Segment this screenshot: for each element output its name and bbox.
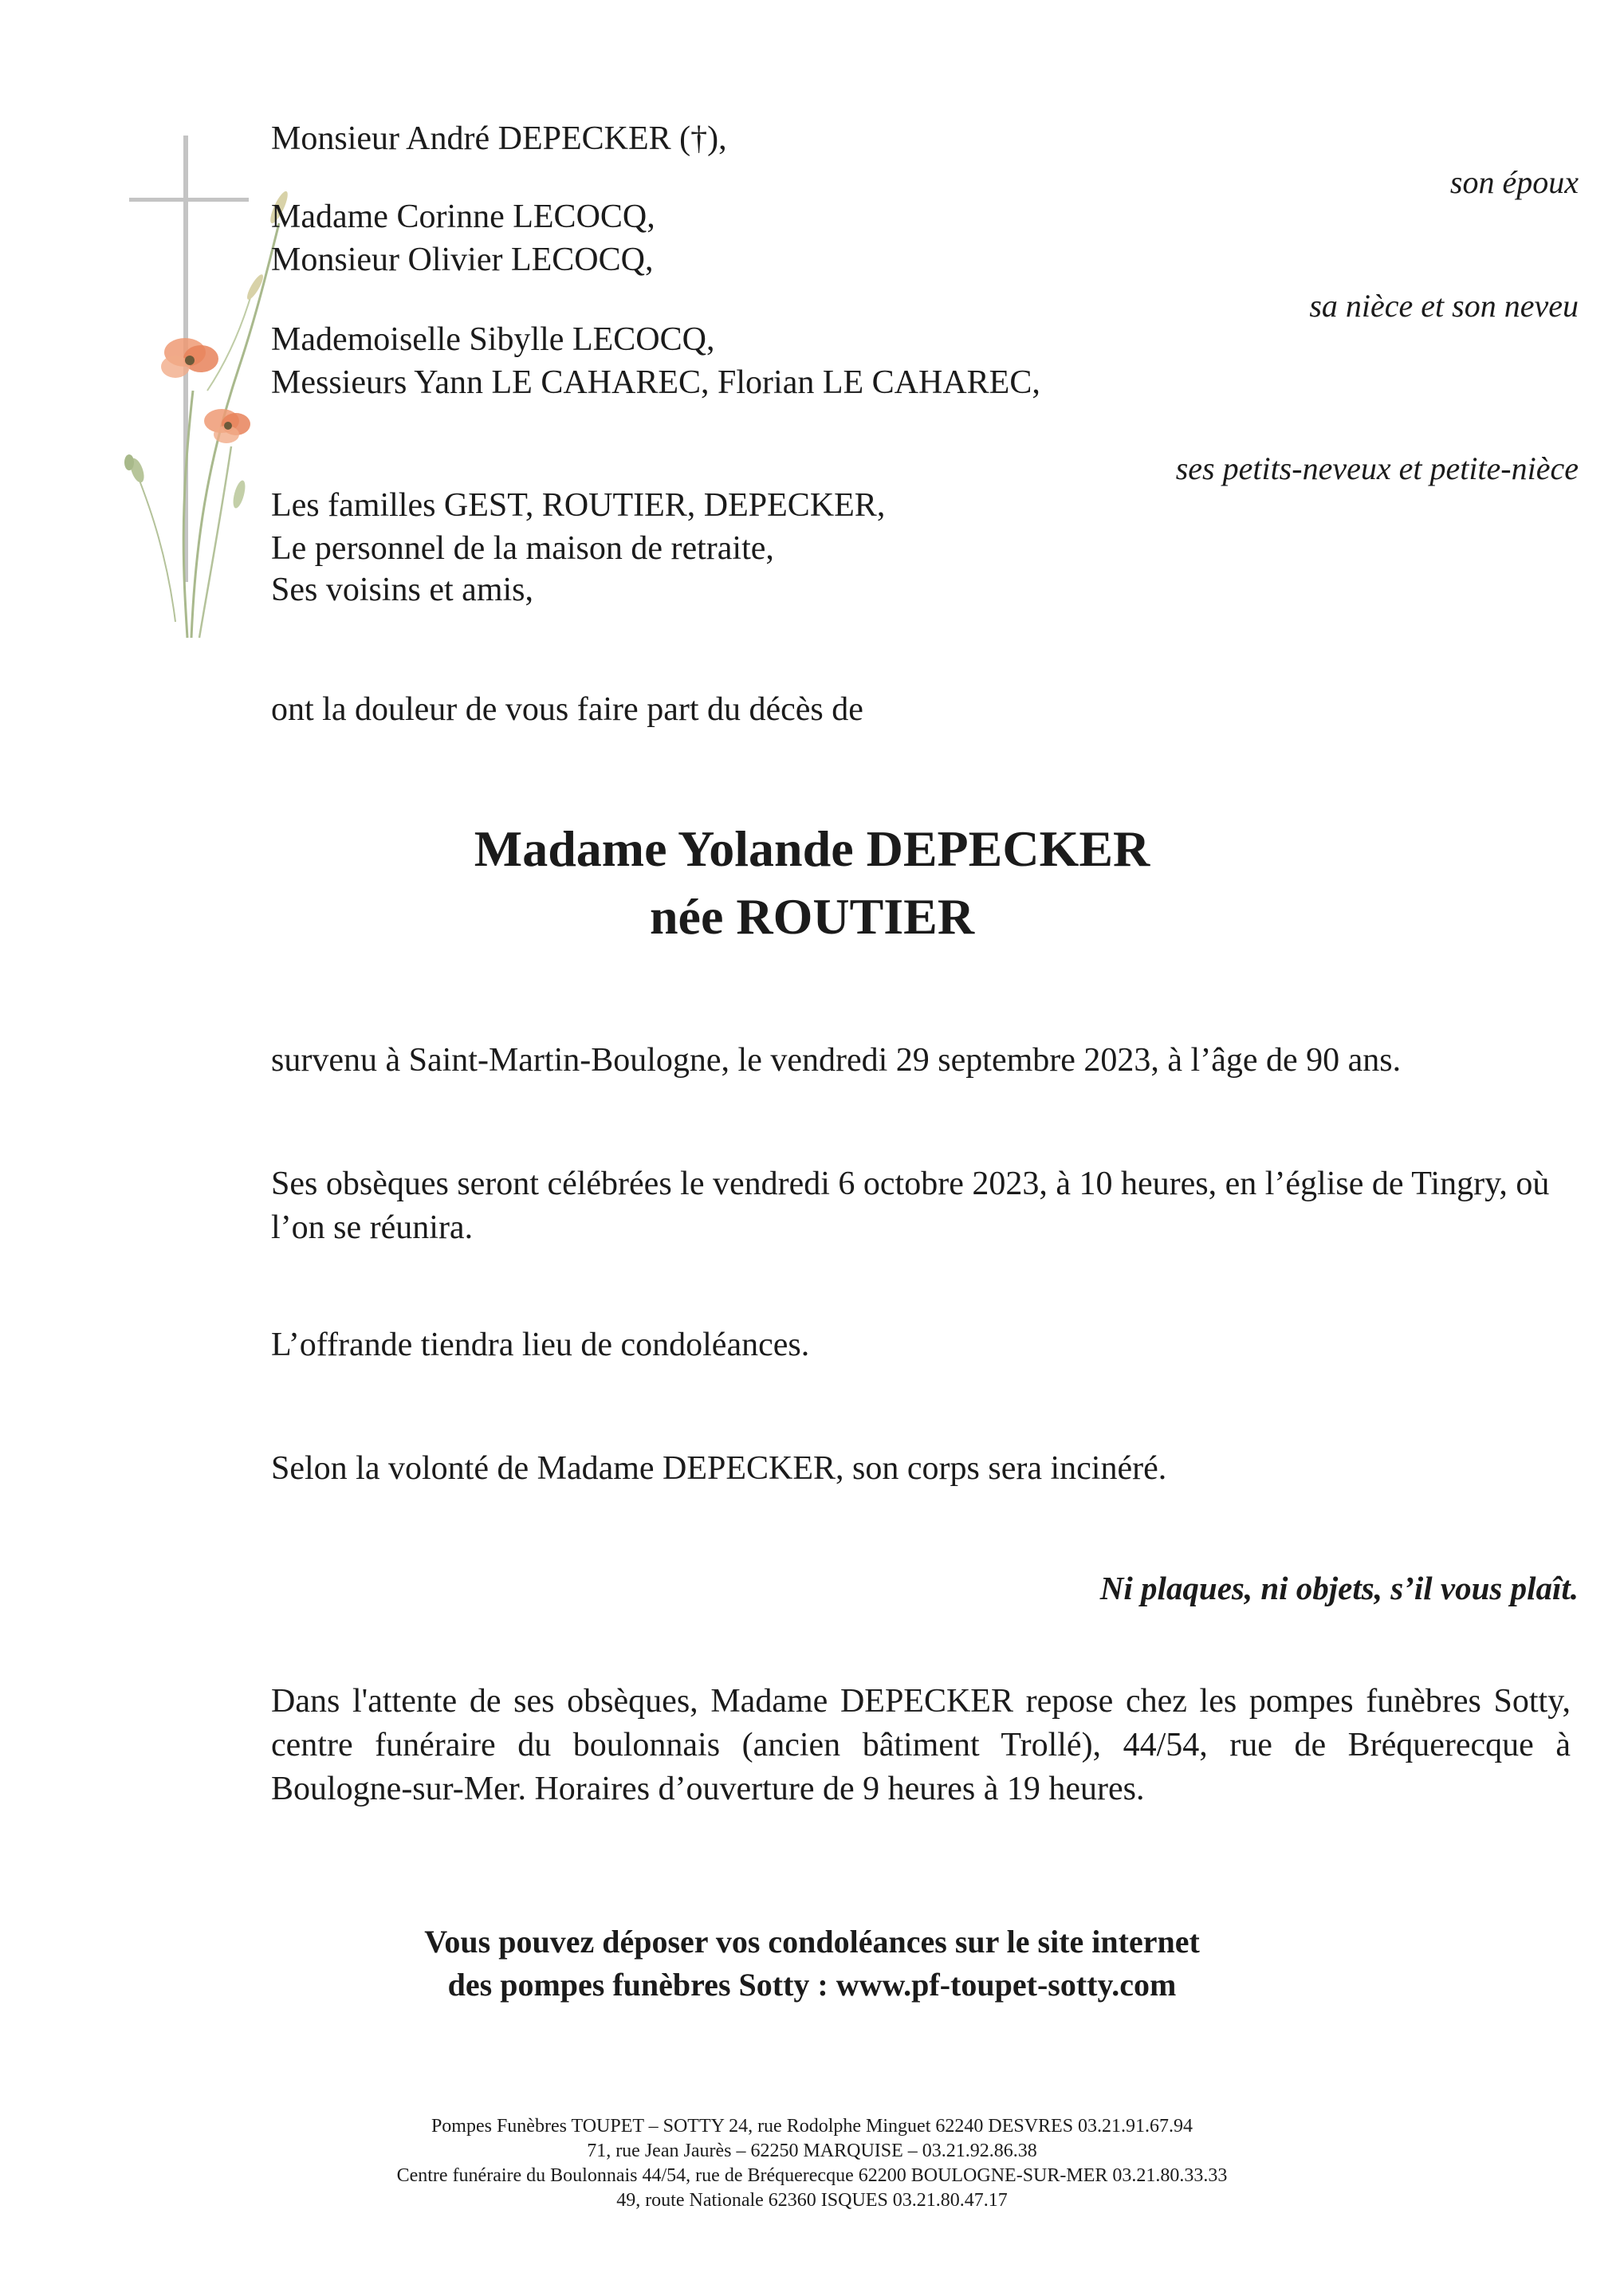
cross-horizontal-bar bbox=[129, 198, 249, 202]
family-staff: Le personnel de la maison de retraite, bbox=[271, 530, 774, 567]
deceased-maiden-name: née ROUTIER bbox=[649, 888, 975, 945]
family-grand-niece: Mademoiselle Sibylle LECOCQ, bbox=[271, 321, 715, 358]
repose-info: Dans l'attente de ses obsèques, Madame DEPECKER repose chez les pompes funèbres Sotty, centre funéraire du boulonnais (ancien bâtiment Trollé), 44/54, rue de Bréquerecque à Boulogne-sur-Mer. Horaires d’ouverture de 9 heures à 19 heures. bbox=[271, 1683, 1571, 1807]
death-info: survenu à Saint-Martin-Boulogne, le vendredi 29 septembre 2023, à l’âge de 90 ans. bbox=[271, 1042, 1402, 1079]
footer-line-3: Centre funéraire du Boulonnais 44/54, rue de Bréquerecque 62200 BOULOGNE-SUR-MER 03.21.80.33.33 bbox=[396, 2165, 1228, 2186]
footer-line-4: 49, route Nationale 62360 ISQUES 03.21.80.47.17 bbox=[616, 2190, 1008, 2211]
no-plaques-note: Ni plaques, ni objets, s’il vous plaît. bbox=[1099, 1570, 1579, 1606]
funeral-info: Ses obsèques seront célébrées le vendredi 6 octobre 2023, à 10 heures, en l’église de Tingry, où l’on se réunira. bbox=[271, 1166, 1550, 1246]
stem bbox=[136, 470, 175, 622]
family-niece: Madame Corinne LECOCQ, bbox=[271, 199, 655, 235]
stem bbox=[207, 295, 251, 391]
family-husband: Monsieur André DEPECKER (†), bbox=[271, 120, 727, 157]
role-husband: son époux bbox=[1449, 164, 1579, 200]
deceased-name: Madame Yolande DEPECKER bbox=[474, 820, 1150, 877]
cremation-note: Selon la volonté de Madame DEPECKER, son corps sera incinéré. bbox=[271, 1450, 1167, 1487]
stem bbox=[199, 446, 231, 638]
family-nephew: Monsieur Olivier LECOCQ, bbox=[271, 242, 654, 278]
poppy-flower bbox=[161, 338, 218, 378]
footer-line-2: 71, rue Jean Jaurès – 62250 MARQUISE – 03.21.92.86.38 bbox=[587, 2141, 1037, 2161]
family-neighbors: Ses voisins et amis, bbox=[271, 572, 534, 608]
role-niece-nephew: sa nièce et son neveu bbox=[1309, 288, 1579, 324]
footer-line-1: Pompes Funèbres TOUPET – SOTTY 24, rue Rodolphe Minguet 62240 DESVRES 03.21.91.67.94 bbox=[431, 2116, 1193, 2137]
condolences-line-2: des pompes funèbres Sotty : www.pf-toupet-sotty.com bbox=[447, 1967, 1177, 2003]
leaf bbox=[231, 479, 248, 509]
poppy-flower bbox=[204, 409, 250, 443]
poppy-bud bbox=[124, 454, 134, 470]
role-grand-children: ses petits-neveux et petite-nièce bbox=[1175, 450, 1579, 486]
family-families: Les familles GEST, ROUTIER, DEPECKER, bbox=[271, 487, 886, 524]
announcement: ont la douleur de vous faire part du décès de bbox=[271, 691, 863, 728]
family-grand-nephews: Messieurs Yann LE CAHAREC, Florian LE CAHAREC, bbox=[271, 364, 1040, 401]
offering-note: L’offrande tiendra lieu de condoléances. bbox=[271, 1327, 810, 1363]
condolences-line-1: Vous pouvez déposer vos condoléances sur le site internet bbox=[424, 1924, 1200, 1960]
